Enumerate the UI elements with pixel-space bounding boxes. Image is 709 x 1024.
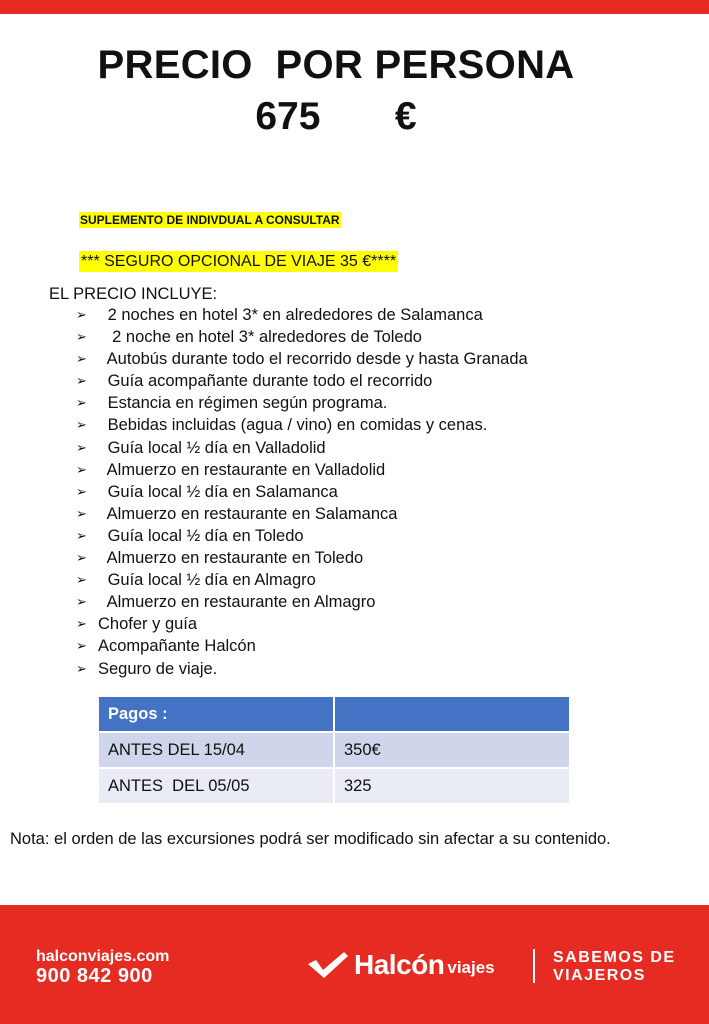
payment-amount: 325 — [335, 769, 569, 803]
slogan-line-1: SABEMOS DE — [553, 949, 676, 966]
arrow-bullet-icon: ➢ — [76, 483, 87, 499]
arrow-bullet-icon: ➢ — [76, 461, 87, 477]
halcon-logo — [306, 945, 495, 985]
top-red-bar — [0, 0, 709, 14]
page-title: PRECIO POR PERSONA — [97, 43, 575, 87]
list-item: ➢ Almuerzo en restaurante en Valladolid — [76, 459, 528, 481]
phone-number[interactable]: 900 842 900 — [36, 965, 153, 987]
payment-amount: 350€ — [335, 733, 569, 767]
list-item: ➢ Estancia en régimen según programa. — [76, 392, 528, 414]
footer-divider — [533, 949, 535, 983]
arrow-bullet-icon: ➢ — [76, 550, 87, 566]
arrow-bullet-icon: ➢ — [76, 660, 87, 676]
arrow-bullet-icon: ➢ — [76, 329, 87, 345]
brand-name: Halcón — [354, 949, 445, 980]
list-item: ➢ Acompañante Halcón — [76, 635, 528, 657]
arrow-bullet-icon: ➢ — [76, 395, 87, 411]
table-row — [99, 733, 569, 767]
brand-sub: viajes — [447, 958, 495, 977]
payment-deadline: ANTES DEL 15/04 — [99, 733, 333, 767]
list-item: ➢ 2 noches en hotel 3* en alrededores de Salamanca — [76, 304, 528, 326]
list-item: ➢ Guía local ½ día en Toledo — [76, 525, 528, 547]
arrow-bullet-icon: ➢ — [76, 307, 87, 322]
footer-bar — [0, 905, 709, 1024]
slogan-line-2: VIAJEROS — [553, 967, 646, 984]
arrow-bullet-icon: ➢ — [76, 373, 87, 389]
payments-header: Pagos : — [99, 697, 333, 731]
arrow-bullet-icon: ➢ — [76, 417, 87, 433]
list-item: ➢ Guía acompañante durante todo el recorrido — [76, 370, 528, 392]
supplement-note: SUPLEMENTO DE INDIVDUAL A CONSULTAR — [80, 213, 340, 227]
list-item: ➢ Almuerzo en restaurante en Almagro — [76, 591, 528, 613]
payments-header-empty — [335, 697, 569, 731]
list-item: ➢ Guía local ½ día en Salamanca — [76, 481, 528, 503]
list-item: ➢ Seguro de viaje. — [76, 658, 528, 680]
includes-list — [76, 304, 528, 680]
includes-heading: EL PRECIO INCLUYE: — [49, 285, 218, 303]
list-item: ➢ Chofer y guía — [76, 613, 528, 635]
arrow-bullet-icon: ➢ — [76, 616, 87, 632]
list-item: ➢ Autobús durante todo el recorrido desde y hasta Granada — [76, 348, 528, 370]
arrow-bullet-icon: ➢ — [76, 638, 87, 654]
check-bird-icon — [306, 950, 350, 980]
table-header-row — [99, 697, 569, 731]
list-item: ➢ 2 noche en hotel 3* alrededores de Toledo — [76, 326, 528, 348]
website-link[interactable]: halconviajes.com — [36, 948, 170, 965]
payment-deadline: ANTES DEL 05/05 — [99, 769, 333, 803]
arrow-bullet-icon: ➢ — [76, 527, 87, 543]
payments-table — [97, 695, 571, 805]
arrow-bullet-icon: ➢ — [76, 505, 87, 521]
list-item: ➢ Almuerzo en restaurante en Toledo — [76, 547, 528, 569]
footnote: Nota: el orden de las excursiones podrá ser modificado sin afectar a su contenido. — [10, 830, 611, 848]
table-row — [99, 769, 569, 803]
list-item: ➢ Bebidas incluidas (agua / vino) en comidas y cenas. — [76, 414, 528, 436]
arrow-bullet-icon: ➢ — [76, 572, 87, 588]
arrow-bullet-icon: ➢ — [76, 439, 87, 455]
list-item: ➢ Guía local ½ día en Almagro — [76, 569, 528, 591]
list-item: ➢ Almuerzo en restaurante en Salamanca — [76, 503, 528, 525]
arrow-bullet-icon: ➢ — [76, 594, 87, 610]
arrow-bullet-icon: ➢ — [76, 351, 87, 367]
list-item: ➢ Guía local ½ día en Valladolid — [76, 437, 528, 459]
price-per-person: 675 € — [255, 95, 417, 138]
insurance-note: *** SEGURO OPCIONAL DE VIAJE 35 €**** — [81, 253, 397, 270]
slogan — [553, 949, 676, 985]
